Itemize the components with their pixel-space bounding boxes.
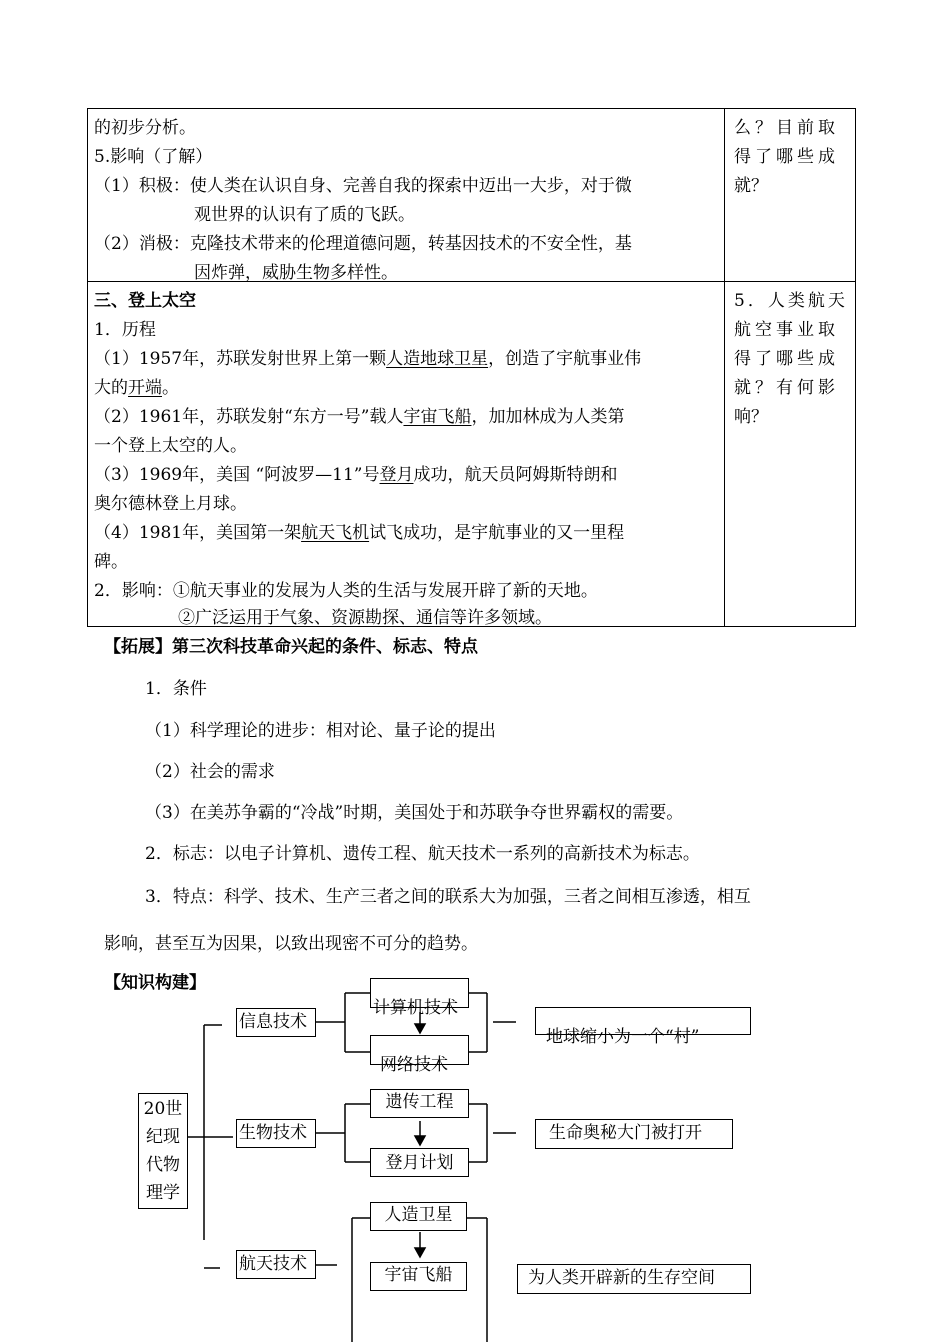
text-line: 一个登上太空的人。 (94, 436, 247, 456)
question-text: 就？有何影 (734, 378, 839, 398)
root-line: 纪现 (146, 1127, 180, 1147)
text: 成功，航天员阿姆斯特朗和 (413, 465, 618, 485)
section-heading: 三、登上太空 (94, 291, 196, 311)
text: （4）1981年，美国第一架 (94, 523, 302, 543)
bio-tech-box: 生物技术 (236, 1119, 316, 1148)
text-line: （1）积极：使人类在认识自身、完善自我的探索中迈出一大步，对于微 (94, 176, 632, 196)
text: 。 (162, 378, 179, 398)
root-line: 代物 (146, 1155, 180, 1175)
root-line: 20世 (143, 1099, 183, 1119)
space-result-box: 为人类开辟新的生存空间 (517, 1264, 751, 1294)
text-line: 奥尔德林登上月球。 (94, 494, 247, 514)
build-title: 【知识构建】 (104, 973, 206, 993)
text: （2）1961年，苏联发射“东方一号”载人 (94, 407, 404, 427)
text-line: 的初步分析。 (94, 118, 196, 138)
moon-plan-box: 登月计划 (370, 1148, 469, 1177)
text-line: 2．标志：以电子计算机、遗传工程、航天技术一系列的高新技术为标志。 (145, 844, 700, 864)
underlined-term: 航天飞机 (301, 523, 370, 543)
info-tech-box: 信息技术 (236, 1008, 316, 1037)
text: ，创造了宇航事业伟 (488, 349, 642, 369)
text-line: 5.影响（了解） (94, 147, 213, 167)
spaceship-box: 宇宙飞船 (370, 1262, 467, 1291)
text: （1）1957年，苏联发射世界上第一颗 (94, 349, 387, 369)
genetic-eng-box: 遗传工程 (370, 1089, 469, 1118)
text-line: （2）消极：克隆技术带来的伦理道德问题，转基因技术的不安全性，基 (94, 234, 632, 254)
text-line: 观世界的认识有了质的飞跃。 (194, 205, 415, 225)
text: （3）1969年，美国 “阿波罗—11”号 (94, 465, 380, 485)
text: 大的 (94, 378, 128, 398)
question-text: 5．人类航天 (734, 291, 848, 311)
text-line: 碑。 (94, 552, 128, 572)
text-line: ②广泛运用于气象、资源勘探、通信等许多领域。 (178, 608, 552, 628)
underlined-term: 宇宙飞船 (403, 407, 472, 427)
question-text: 得了哪些成 (734, 147, 839, 167)
network-tech-label: 网络技术 (380, 1055, 448, 1075)
text-line: （1）科学理论的进步：相对论、量子论的提出 (145, 721, 496, 741)
question-text: 么？目前取 (734, 118, 839, 138)
text: 试飞成功，是宇航事业的又一里程 (369, 523, 625, 543)
text-line: 1．历程 (94, 320, 156, 340)
question-text: 响？ (734, 407, 768, 427)
satellite-box: 人造卫星 (370, 1202, 467, 1231)
root-box (138, 1093, 188, 1209)
text-line: 因炸弹，威胁生物多样性。 (194, 263, 398, 283)
question-text: 航空事业取 (734, 320, 839, 340)
underlined-term: 登月 (379, 465, 414, 485)
text-line: 影响，甚至互为因果，以致出现密不可分的趋势。 (104, 934, 478, 954)
underlined-term: 开端 (128, 378, 162, 398)
extend-title: 【拓展】第三次科技革命兴起的条件、标志、特点 (104, 637, 478, 657)
text-line: 3．特点：科学、技术、生产三者之间的联系大为加强，三者之间相互渗透，相互 (145, 887, 751, 907)
text-line: 1．条件 (145, 679, 207, 699)
info-result-label: 地球缩小为一个“村” (546, 1027, 700, 1047)
text-line: （3）在美苏争霸的“冷战”时期，美国处于和苏联争夺世界霸权的需要。 (145, 803, 684, 823)
question-text: 得了哪些成 (734, 349, 839, 369)
text-line: （2）社会的需求 (145, 762, 275, 782)
underlined-term: 人造地球卫星 (386, 349, 489, 369)
bio-result-box: 生命奥秘大门被打开 (535, 1119, 733, 1149)
computer-tech-label: 计算机技术 (373, 998, 458, 1018)
text: ，加加林成为人类第 (471, 407, 625, 427)
root-line: 理学 (146, 1183, 180, 1203)
question-text: 就？ (734, 176, 768, 196)
text-line: 2．影响：①航天事业的发展为人类的生活与发展开辟了新的天地。 (94, 581, 598, 601)
space-tech-box: 航天技术 (236, 1250, 316, 1279)
